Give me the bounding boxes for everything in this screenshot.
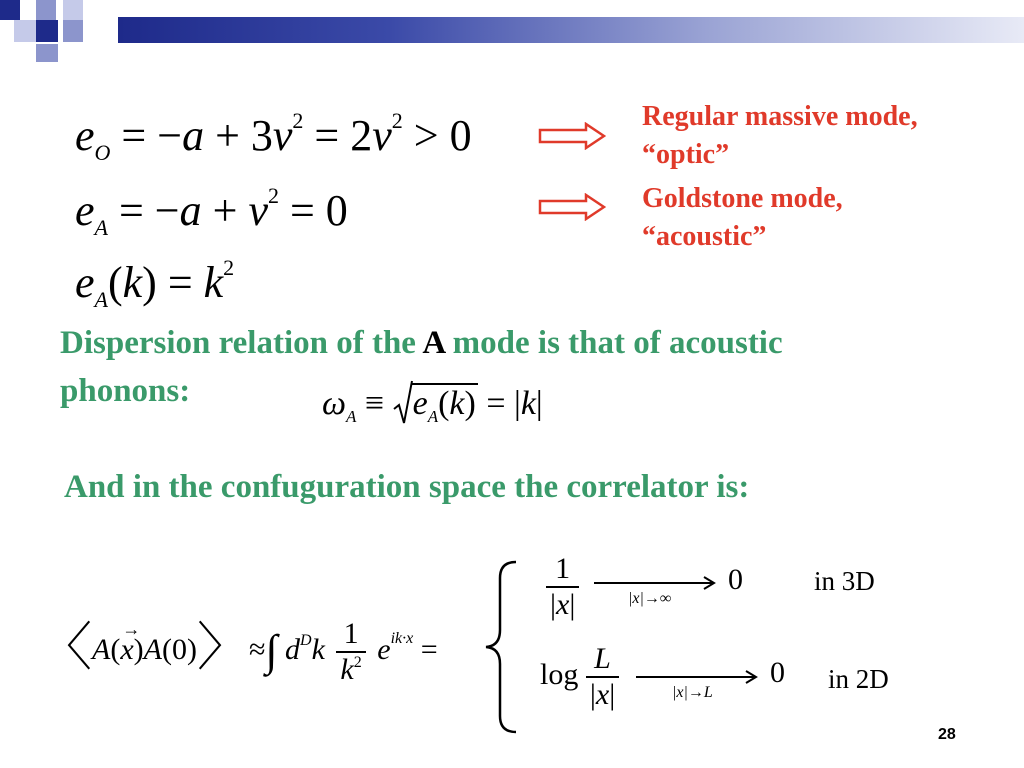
limit-label: |x|→L <box>672 684 713 701</box>
title-bar <box>118 17 1024 43</box>
arrow-icon <box>538 193 606 221</box>
arrow-icon <box>592 576 722 590</box>
dispersion-text: Dispersion relation of the A mode is that of acoustic <box>60 325 783 361</box>
limit-label: |x|→∞ <box>628 590 672 607</box>
limit-value: 0 <box>728 563 743 596</box>
equation-eo: $e_O = -a + 3v^2 = 2v^2 > 0$ <box>75 108 472 165</box>
phonons-text: phonons: <box>60 373 191 409</box>
arrow-icon <box>634 670 764 684</box>
case-3d-fraction: $\frac{1}{|x|}$ <box>546 552 579 622</box>
label-2d: in 2D <box>828 664 889 694</box>
brace-icon <box>480 558 520 736</box>
config-text: And in the confuguration space the correlator is: <box>64 469 750 505</box>
label-goldstone-mode: Goldstone mode, “acoustic” <box>642 183 843 252</box>
arrow-icon <box>538 122 606 150</box>
label-regular-mode: Regular massive mode, “optic” <box>642 101 918 170</box>
decor-square <box>14 20 36 42</box>
limit-value: 0 <box>770 656 785 689</box>
decor-square <box>63 0 83 20</box>
equation-ea-k: $e_A(k) = k^2$ <box>75 255 235 312</box>
decor-square <box>36 20 58 42</box>
decor-square <box>0 0 20 20</box>
equation-omega: $\omega_A$ ≡ $e_A(k) = |k|$ <box>322 385 543 427</box>
label-3d: in 3D <box>814 566 875 596</box>
decor-square <box>63 20 83 42</box>
equation-correlator: 〈A(x → )A(0)〉≈∫ $d^Dk$ $\frac{1}{k^2}$ $e^{ik\cdot x}$ = <box>40 617 438 687</box>
equation-ea: $e_A = -a + v^2 = 0$ <box>75 183 348 240</box>
page-number: 28 <box>938 726 956 743</box>
decor-square <box>36 0 56 20</box>
case-2d-fraction: log $\frac{L}{|x|}$ <box>540 642 619 712</box>
decor-square <box>36 44 58 62</box>
